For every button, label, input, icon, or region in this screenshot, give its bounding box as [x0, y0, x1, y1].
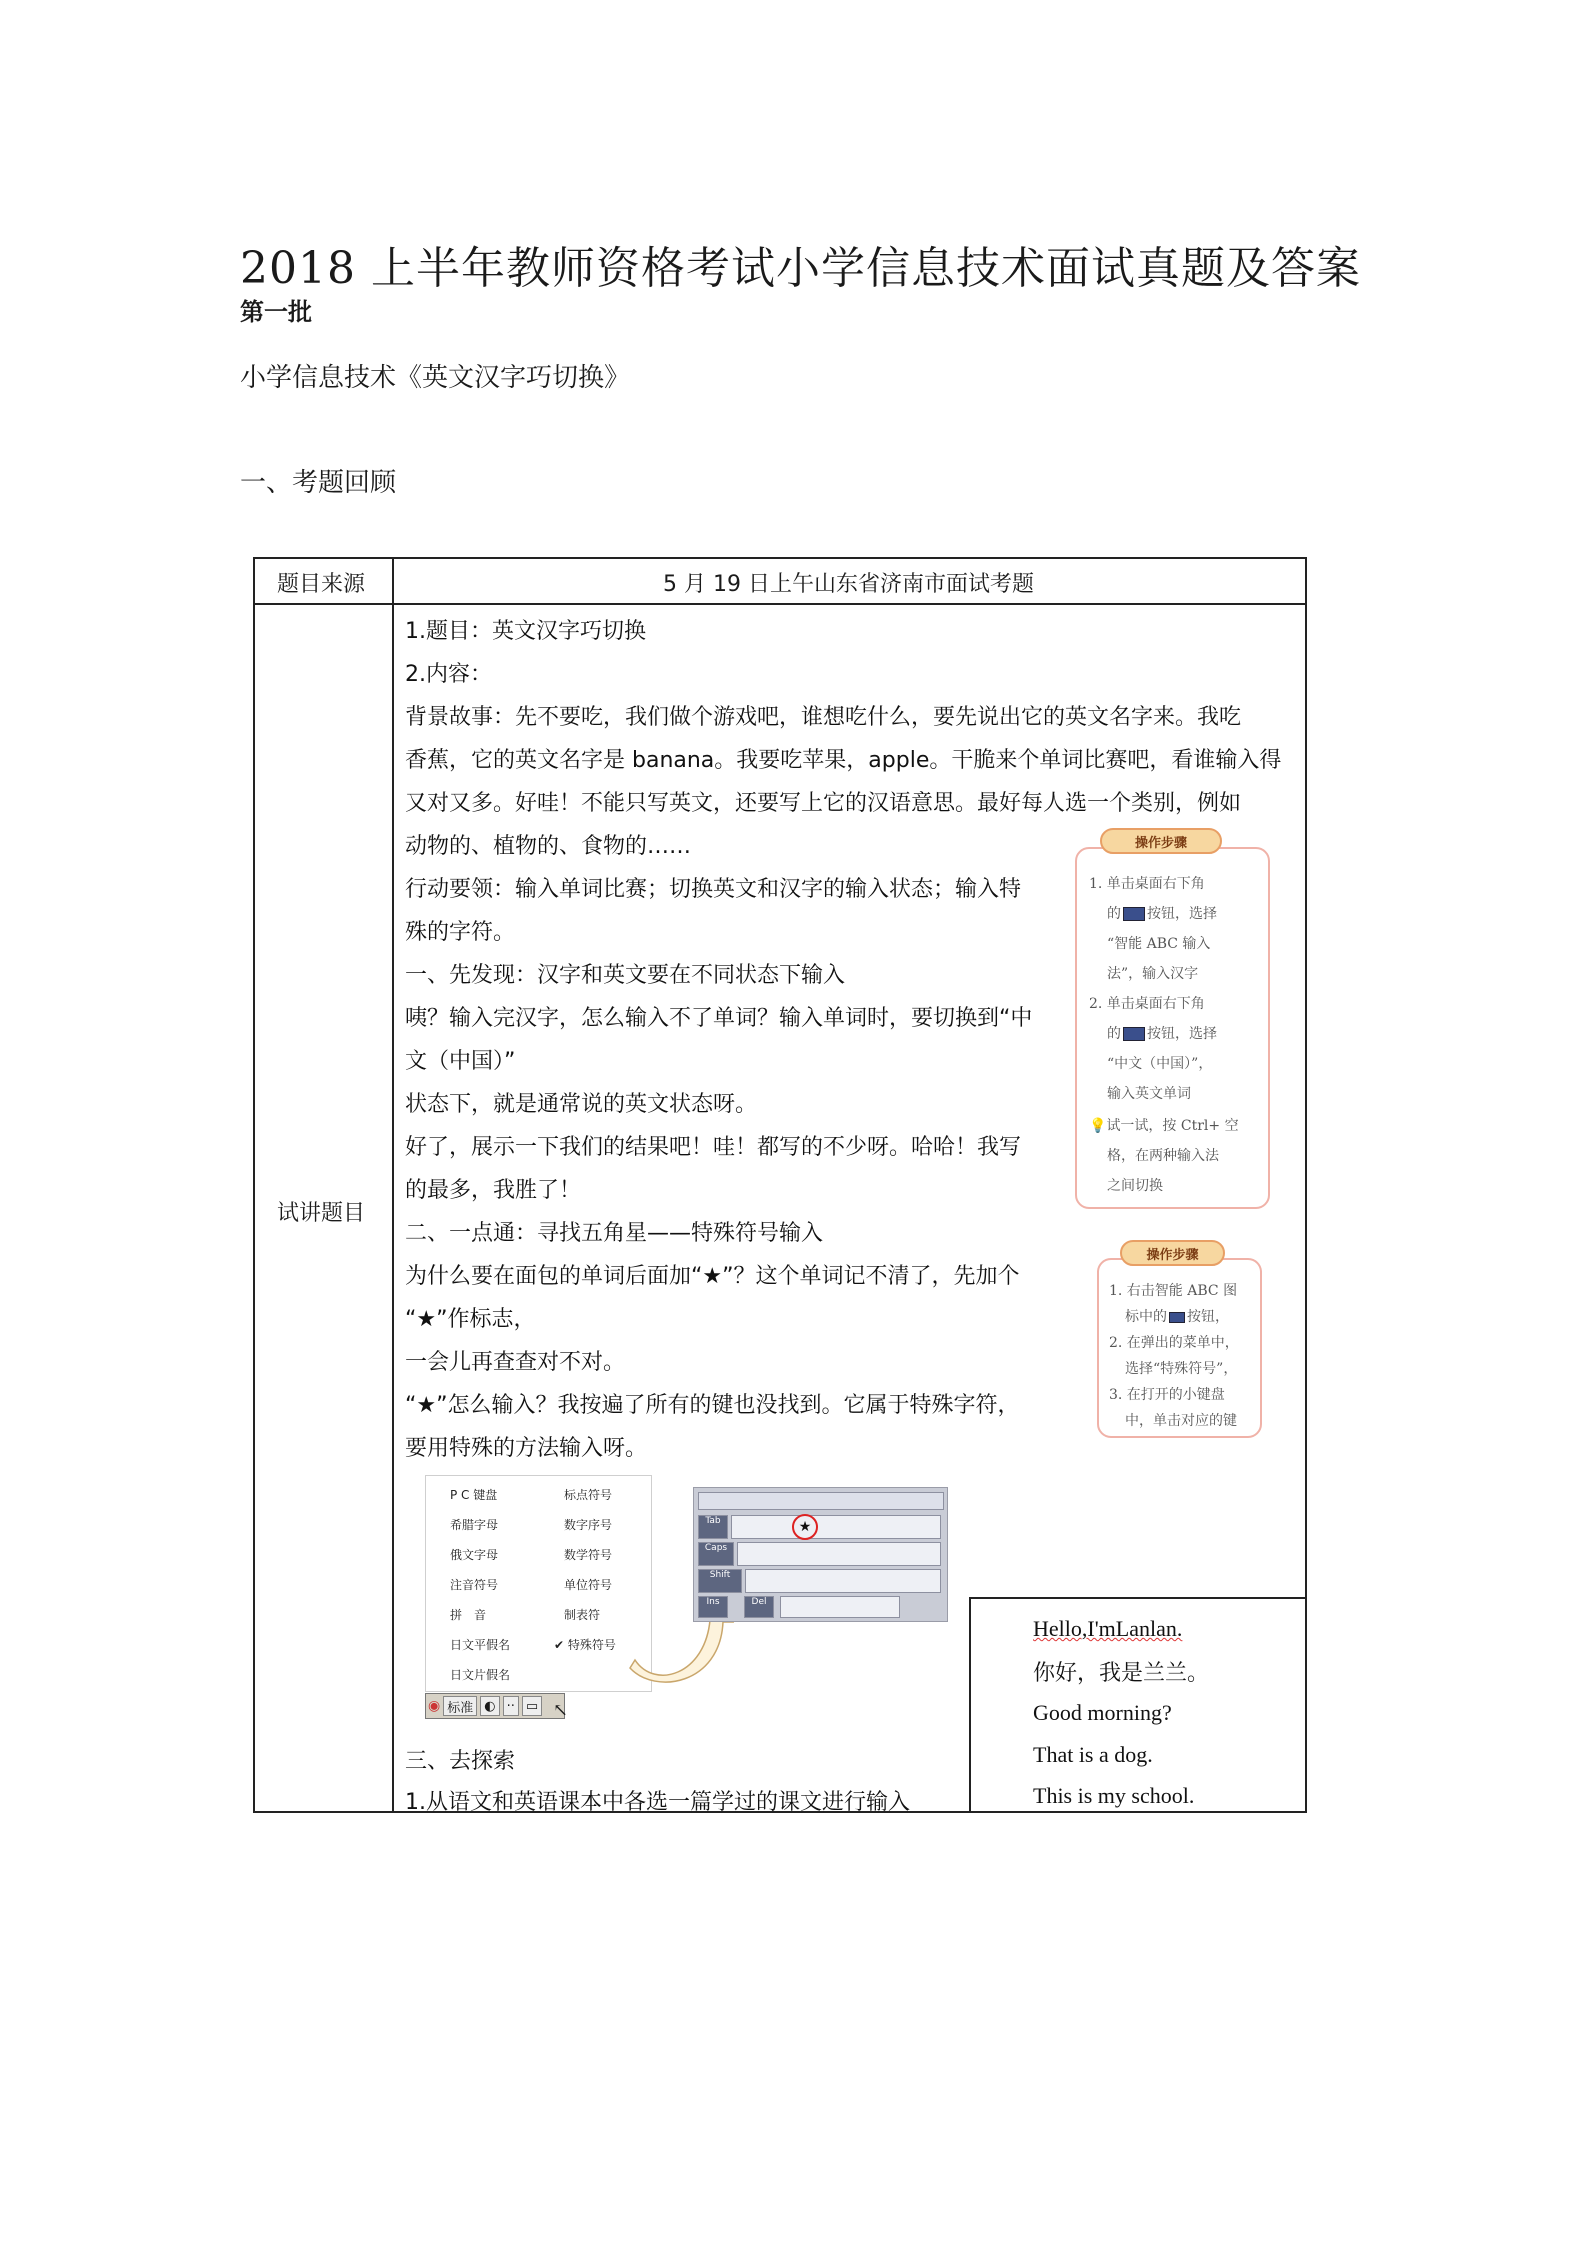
sample-line: That is a dog. [1033, 1742, 1153, 1767]
header-source-label: 题目来源 [277, 572, 366, 597]
menu-item[interactable]: 日文平假名 [450, 1638, 511, 1652]
sample-line: This is my school. [1033, 1783, 1195, 1808]
note-line: 法”，输入汉字 [1107, 966, 1199, 982]
content-line: 二、一点通：寻找五角星——特殊符号输入 [405, 1221, 824, 1246]
ime-mode-label[interactable]: 标准 [443, 1696, 477, 1716]
note-line [1089, 1115, 1239, 1135]
menu-item[interactable]: 标点符号 [564, 1488, 613, 1502]
operation-steps-badge: 操作步骤 [1100, 828, 1222, 854]
note-line: 1. 单击桌面右下角 [1089, 876, 1205, 892]
document-title: 2018 上半年教师资格考试小学信息技术面试真题及答案 [240, 243, 1361, 294]
lightbulb-icon: 💡 [1089, 1118, 1107, 1134]
menu-item[interactable]: 日文片假名 [450, 1668, 511, 1682]
note-line: 3. 在打开的小键盘 [1109, 1387, 1225, 1403]
content-line: 动物的、植物的、食物的…… [405, 834, 692, 859]
content-line: 2.内容： [405, 662, 492, 687]
note-line: 2. 单击桌面右下角 [1089, 996, 1205, 1012]
ime-button-icon [1169, 1312, 1185, 1323]
content-line: 为什么要在面包的单词后面加“★”？这个单词记不清了，先加个 [405, 1264, 1020, 1289]
note-text: 的 [1107, 1026, 1121, 1042]
note-text: 按钮，选择 [1147, 906, 1217, 922]
content-line: 好了，展示一下我们的结果吧！哇！都写的不少呀。哈哈！我写 [405, 1135, 1022, 1160]
section-heading-explore: 三、去探索 [405, 1749, 516, 1774]
menu-item-special-symbols[interactable]: ✔ 特殊符号 [554, 1638, 616, 1652]
content-line: 背景故事：先不要吃，我们做个游戏吧，谁想吃什么，要先说出它的英文名字来。我吃 [405, 705, 1242, 730]
content-line: 行动要领：输入单词比赛；切换英文和汉字的输入状态；输入特 [405, 877, 1022, 902]
header-source-value: 5 月 19 日上午山东省济南市面试考题 [663, 572, 1034, 597]
batch-label: 第一批 [240, 297, 312, 326]
note-line: 输入英文单词 [1107, 1086, 1191, 1102]
keyboard-number-row[interactable] [698, 1492, 944, 1510]
content-line: 一、先发现：汉字和英文要在不同状态下输入 [405, 963, 846, 988]
content-line: “★”作标志， [405, 1307, 536, 1332]
note-text: 按钮，选择 [1147, 1026, 1217, 1042]
content-line: 的最多，我胜了！ [405, 1178, 582, 1203]
typing-sample-box [969, 1597, 1307, 1813]
table-divider [255, 603, 1305, 605]
content-line: 要用特殊的方法输入呀。 [405, 1436, 648, 1461]
sample-line: 你好，我是兰兰。 [1033, 1661, 1210, 1686]
content-line: 状态下，就是通常说的英文状态呀。 [405, 1092, 758, 1117]
menu-item[interactable]: 希腊字母 [450, 1518, 499, 1532]
note-line: “智能 ABC 输入 [1107, 936, 1211, 952]
menu-item[interactable]: P C 键盘 [450, 1488, 498, 1502]
note-line: 选择“特殊符号”， [1125, 1361, 1238, 1377]
dot-icon[interactable]: ·· [503, 1696, 519, 1716]
note-line: 之间切换 [1107, 1178, 1163, 1194]
key-shift[interactable]: Shift [698, 1569, 742, 1593]
keyboard-row-4[interactable] [745, 1569, 941, 1593]
ime-button-icon [1123, 907, 1145, 921]
content-line: 1.题目：英文汉字巧切换 [405, 619, 646, 644]
keyboard-row-3[interactable] [737, 1542, 941, 1566]
content-line: 又对又多。好哇！不能只写英文，还要写上它的汉语意思。最好每人选一个类别，例如 [405, 791, 1242, 816]
note-text: 标中的 [1125, 1309, 1167, 1325]
ime-logo-icon: ◉ [428, 1698, 441, 1714]
row-label: 试讲题目 [277, 1201, 366, 1226]
operation-steps-badge: 操作步骤 [1120, 1240, 1225, 1266]
moon-icon[interactable]: ◐ [480, 1696, 499, 1716]
content-line: 香蕉，它的英文名字是 banana。我要吃苹果，apple。干脆来个单词比赛吧，看谁输入得 [405, 748, 1282, 773]
star-key-highlight-icon[interactable]: ★ [792, 1514, 818, 1540]
note-line [1107, 903, 1217, 923]
mouse-cursor-icon: ↖ [553, 1700, 569, 1721]
menu-item[interactable]: 数学符号 [564, 1548, 613, 1562]
content-line: 殊的字符。 [405, 920, 516, 945]
key-space[interactable] [780, 1596, 900, 1618]
keyboard-icon[interactable]: ▭ [522, 1696, 542, 1716]
sample-line: Good morning? [1033, 1700, 1172, 1725]
note-text: 按钮， [1187, 1309, 1229, 1325]
ime-context-menu [425, 1475, 652, 1692]
section-heading: 一、考题回顾 [240, 468, 397, 498]
menu-item[interactable]: 单位符号 [564, 1578, 613, 1592]
note-line [1107, 1023, 1217, 1043]
key-ins[interactable]: Ins [698, 1596, 728, 1618]
sample-line: Hello,I'mLanlan. [1033, 1616, 1183, 1641]
operation-steps-note [1097, 1258, 1262, 1438]
ime-button-icon [1123, 1027, 1145, 1041]
note-text: 的 [1107, 906, 1121, 922]
content-line: “★”怎么输入？我按遍了所有的键也没找到。它属于特殊字符， [405, 1393, 1020, 1418]
operation-steps-note [1075, 847, 1270, 1209]
note-line: 2. 在弹出的菜单中， [1109, 1335, 1239, 1351]
menu-item[interactable]: 制表符 [564, 1608, 601, 1622]
content-line: 咦？输入完汉字，怎么输入不了单词？输入单词时，要切换到“中 [405, 1006, 1033, 1031]
note-line: 1. 右击智能 ABC 图 [1109, 1283, 1238, 1299]
note-line: “中文（中国）”， [1107, 1056, 1213, 1072]
keyboard-row-2[interactable] [731, 1515, 941, 1539]
note-line [1125, 1306, 1229, 1326]
soft-keyboard [693, 1487, 948, 1622]
menu-item[interactable]: 俄文字母 [450, 1548, 499, 1562]
content-line: 一会儿再查查对不对。 [405, 1350, 626, 1375]
content-line: 1.从语文和英语课本中各选一篇学过的课文进行输入 [405, 1790, 910, 1815]
table-divider [392, 559, 394, 1811]
menu-item[interactable]: 注音符号 [450, 1578, 499, 1592]
note-line: 格，在两种输入法 [1107, 1148, 1219, 1164]
menu-item[interactable]: 数字序号 [564, 1518, 613, 1532]
key-tab[interactable]: Tab [698, 1515, 728, 1539]
lesson-title: 小学信息技术《英文汉字巧切换》 [240, 363, 631, 393]
key-caps[interactable]: Caps [698, 1542, 734, 1566]
menu-item[interactable]: 拼 音 [450, 1608, 487, 1622]
content-line: 文（中国）” [405, 1049, 516, 1074]
note-line: 中，单击对应的键 [1125, 1413, 1237, 1429]
note-text: 试一试，按 Ctrl+ 空 [1106, 1118, 1239, 1134]
key-del[interactable]: Del [744, 1596, 774, 1618]
ime-status-bar[interactable] [425, 1693, 565, 1719]
